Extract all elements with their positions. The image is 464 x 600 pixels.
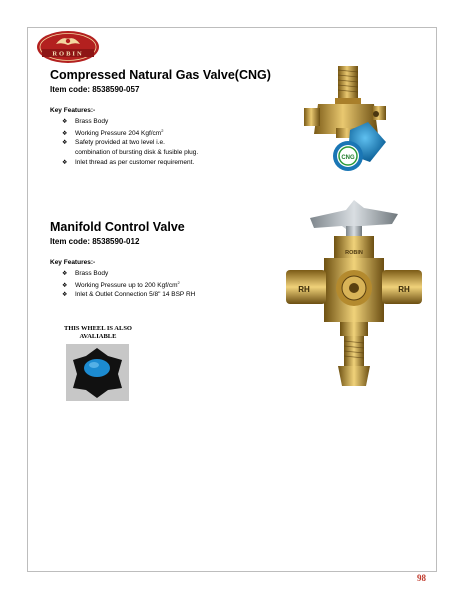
item-code: Item code: 8538590-057	[50, 85, 140, 94]
wheel-note-line: THIS WHEEL IS ALSO	[64, 325, 132, 332]
cng-label: CNG	[341, 155, 355, 161]
port-label-left: RH	[298, 285, 310, 294]
features-heading: Key Features:-	[50, 259, 96, 266]
logo-text: ROBIN	[52, 50, 84, 58]
cng-valve-photo	[288, 62, 408, 182]
wheel-note-line: AVALIABLE	[79, 333, 117, 340]
feature-item: ❖ Inlet & Outlet Connection 5/8" 14 BSP RH	[62, 291, 196, 298]
port-label-right: RH	[398, 285, 410, 294]
product-title: Manifold Control Valve	[50, 220, 185, 234]
feature-item: ❖ Inlet thread as per customer requirement.	[62, 159, 195, 166]
product-title: Compressed Natural Gas Valve(CNG)	[50, 68, 271, 82]
feature-item: ❖ Working Pressure up to 200 Kgf/$cm^2$	[62, 280, 180, 290]
page-number: 98	[417, 573, 426, 583]
valve-brand-label: ROBIN	[345, 250, 363, 256]
diamond-bullet-icon: ❖	[62, 160, 68, 166]
diamond-bullet-icon: ❖	[62, 271, 68, 277]
diamond-bullet-icon: ❖	[62, 283, 68, 290]
feature-item: ❖ Brass Body	[62, 270, 109, 277]
wheel-availability-note	[48, 325, 148, 341]
features-heading: Key Features:-	[50, 107, 96, 114]
item-code: Item code: 8538590-012	[50, 237, 140, 246]
wheel-photo	[66, 344, 129, 401]
diamond-bullet-icon: ❖	[62, 292, 68, 298]
feature-item: ❖ Brass Body	[62, 118, 109, 125]
feature-item: ❖ Safety provided at two level i.e.	[62, 139, 165, 146]
diamond-bullet-icon: ❖	[62, 119, 68, 125]
diamond-bullet-icon: ❖	[62, 140, 68, 146]
robin-logo	[36, 30, 100, 64]
manifold-valve-photo	[280, 196, 428, 396]
diamond-bullet-icon: ❖	[62, 131, 68, 138]
feature-continuation: combination of bursting disk & fusible plug.	[75, 149, 199, 156]
feature-item: ❖ Working Pressure 204 Kgf/$cm^2$	[62, 128, 164, 138]
